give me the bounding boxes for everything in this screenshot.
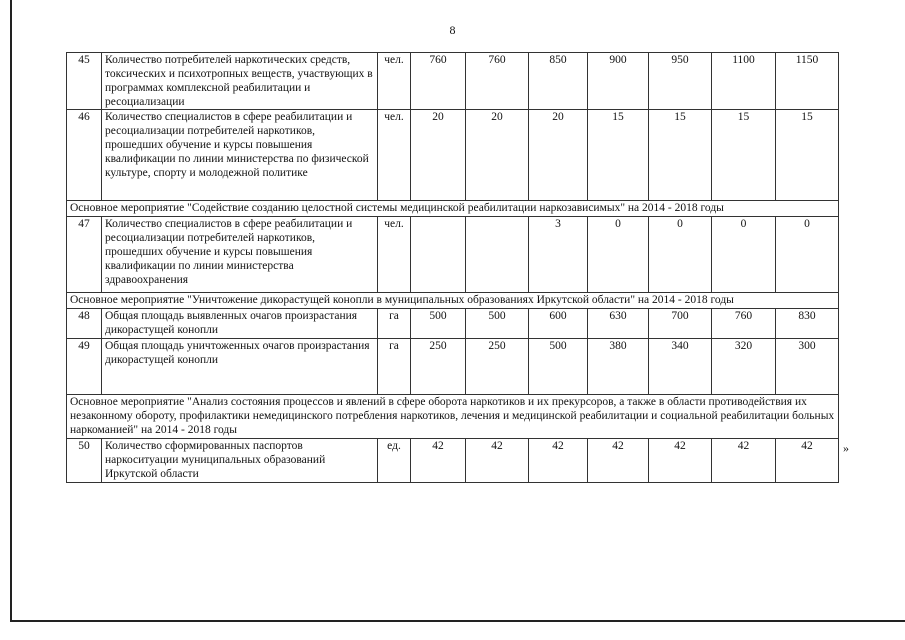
value-cell (411, 217, 466, 293)
table-row (67, 439, 839, 483)
indicator-description: Количество специалистов в сфере реабилитации и ресоциализации потребителей наркотиков, прошедших обучение и курсы повышения квалификации по линии министерства по физической культуре, спорту и молодежной политике (102, 110, 378, 201)
value-cell: 830 (776, 309, 839, 339)
value-cell: 950 (649, 53, 712, 110)
value-cell: 500 (466, 309, 529, 339)
value-cell: 42 (411, 439, 466, 483)
value-cell: 300 (776, 339, 839, 395)
value-cell: 250 (466, 339, 529, 395)
section-title: Основное мероприятие "Уничтожение дикорастущей конопли в муниципальных образованиях Иркутской области" на 2014 - 2018 годы (67, 293, 839, 309)
value-cell: 42 (529, 439, 588, 483)
row-number: 49 (67, 339, 102, 395)
value-cell: 0 (649, 217, 712, 293)
row-number: 45 (67, 53, 102, 110)
value-cell: 15 (776, 110, 839, 201)
page-bottom-border (10, 620, 905, 622)
row-number: 48 (67, 309, 102, 339)
page-left-border (10, 0, 12, 622)
value-cell: 0 (588, 217, 649, 293)
value-cell: 630 (588, 309, 649, 339)
indicator-description: Количество специалистов в сфере реабилитации и ресоциализации потребителей наркотиков, прошедших обучение и курсы повышения квалификации по линии министерства здравоохранения (102, 217, 378, 293)
page-number: 8 (449, 23, 456, 37)
value-cell: 0 (712, 217, 776, 293)
indicator-description: Количество сформированных паспортов наркоситуации муниципальных образований Иркутской области (102, 439, 378, 483)
value-cell: 3 (529, 217, 588, 293)
value-cell: 760 (466, 53, 529, 110)
value-cell: 1100 (712, 53, 776, 110)
value-cell: 1150 (776, 53, 839, 110)
unit-cell: чел. (378, 217, 411, 293)
row-number: 47 (67, 217, 102, 293)
section-title: Основное мероприятие "Анализ состояния процессов и явлений в сфере оборота наркотиков и их прекурсоров, а также в области противодействия их незаконному обороту, профилактики немедицинского потребления наркотиков, лечения и медицинской реабилитации и социальной реабилитации больных наркоманией" на 2014 - 2018 годы (67, 395, 839, 439)
value-cell: 760 (411, 53, 466, 110)
value-cell: 340 (649, 339, 712, 395)
unit-cell: га (378, 309, 411, 339)
value-cell: 0 (776, 217, 839, 293)
indicator-description: Общая площадь выявленных очагов произрастания дикорастущей конопли (102, 309, 378, 339)
table-row (67, 110, 839, 201)
unit-cell: чел. (378, 110, 411, 201)
value-cell: 250 (411, 339, 466, 395)
section-row (67, 293, 839, 309)
indicators-table (66, 52, 839, 483)
unit-cell: га (378, 339, 411, 395)
value-cell: 380 (588, 339, 649, 395)
closing-quote-mark: » (843, 441, 849, 455)
value-cell: 320 (712, 339, 776, 395)
value-cell: 500 (529, 339, 588, 395)
unit-cell: ед. (378, 439, 411, 483)
value-cell: 600 (529, 309, 588, 339)
value-cell: 42 (712, 439, 776, 483)
value-cell: 15 (649, 110, 712, 201)
indicator-description: Общая площадь уничтоженных очагов произрастания дикорастущей конопли (102, 339, 378, 395)
table-row (67, 309, 839, 339)
value-cell: 900 (588, 53, 649, 110)
value-cell: 42 (776, 439, 839, 483)
section-title: Основное мероприятие "Содействие созданию целостной системы медицинской реабилитации наркозависимых" на 2014 - 2018 годы (67, 201, 839, 217)
table-row (67, 339, 839, 395)
value-cell: 20 (411, 110, 466, 201)
row-number: 50 (67, 439, 102, 483)
value-cell: 15 (588, 110, 649, 201)
value-cell: 850 (529, 53, 588, 110)
value-cell: 20 (466, 110, 529, 201)
value-cell: 20 (529, 110, 588, 201)
indicator-description: Количество потребителей наркотических средств, токсических и психотропных веществ, участвующих в программах комплексной реабилитации и ресоциализации (102, 53, 378, 110)
value-cell: 42 (466, 439, 529, 483)
value-cell: 700 (649, 309, 712, 339)
value-cell (466, 217, 529, 293)
value-cell: 500 (411, 309, 466, 339)
unit-cell: чел. (378, 53, 411, 110)
value-cell: 760 (712, 309, 776, 339)
table-row (67, 217, 839, 293)
value-cell: 42 (588, 439, 649, 483)
value-cell: 42 (649, 439, 712, 483)
table-row (67, 53, 839, 110)
row-number: 46 (67, 110, 102, 201)
value-cell: 15 (712, 110, 776, 201)
section-row (67, 395, 839, 439)
section-row (67, 201, 839, 217)
